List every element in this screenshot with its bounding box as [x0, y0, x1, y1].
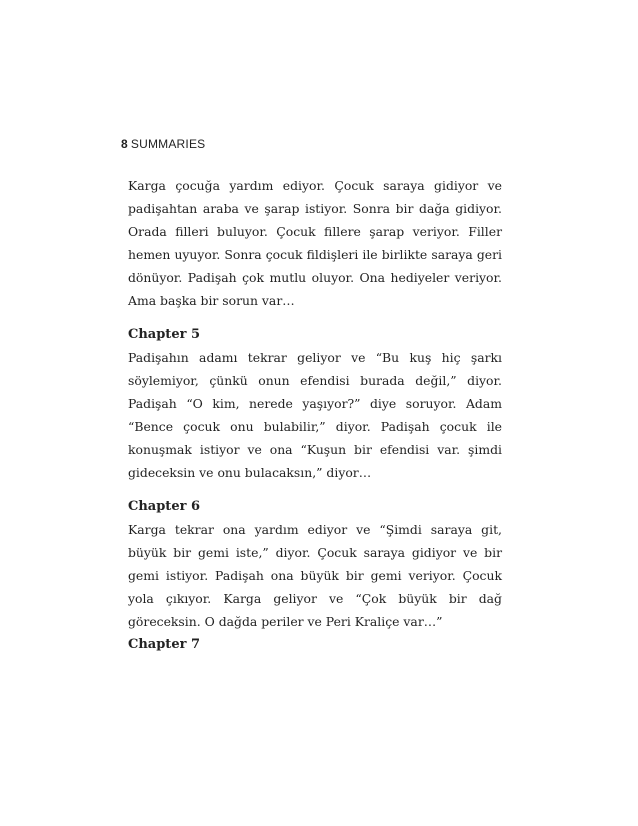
- chapter-6-title: Chapter 6: [128, 499, 201, 514]
- page-number: 8: [121, 137, 128, 151]
- chapter-5-title: Chapter 5: [128, 327, 201, 342]
- chapter-5-text: Padişahın adamı tekrar geliyor ve “Bu kuş hiç şarkı söylemiyor, çünkü onun efendisi burada değil,” diyor. Padişah “O kim, nerede yaşıyor?” diye soruyor. Adam “Bence çocuk onu bulabilir,” diyor. Padişah çocuk ile konuşmak istiyor ve ona “Kuşun bir efendisi var. şimdi gideceksin ve onu bulacaksın,” diyor…: [128, 350, 502, 480]
- section-title: SUMMARIES: [130, 137, 206, 151]
- chapter-6-text: Karga tekrar ona yardım ediyor ve “Şimdi saraya git, büyük bir gemi iste,” diyor. Çocuk saraya gidiyor ve bir gemi istiyor. Padişah ona büyük bir gemi veriyor. Çocuk yola çıkıyor. Karga geliyor ve “Çok büyük bir dağ göreceksin. O dağda periler ve Peri Kraliçe var…”: [128, 522, 502, 629]
- chapter-7-section: [128, 633, 502, 656]
- chapter-6-section: [128, 495, 502, 633]
- page-header: [121, 137, 205, 151]
- intro-paragraph: Karga çocuğa yardım ediyor. Çocuk saraya gidiyor ve padişahtan araba ve şarap istiyor. Sonra bir dağa gidiyor. Orada filleri buluyor. Çocuk fillere şarap veriyor. Filler hemen uyuyor. Sonra çocuk fildişleri ile birlikte saraya geri dönüyor. Padişah çok mutlu oluyor. Ona hediyeler veriyor. Ama başka bir sorun var…: [128, 178, 502, 308]
- chapter-5-section: [128, 323, 502, 484]
- document-body: [128, 174, 502, 656]
- chapter-7-title: Chapter 7: [128, 637, 201, 652]
